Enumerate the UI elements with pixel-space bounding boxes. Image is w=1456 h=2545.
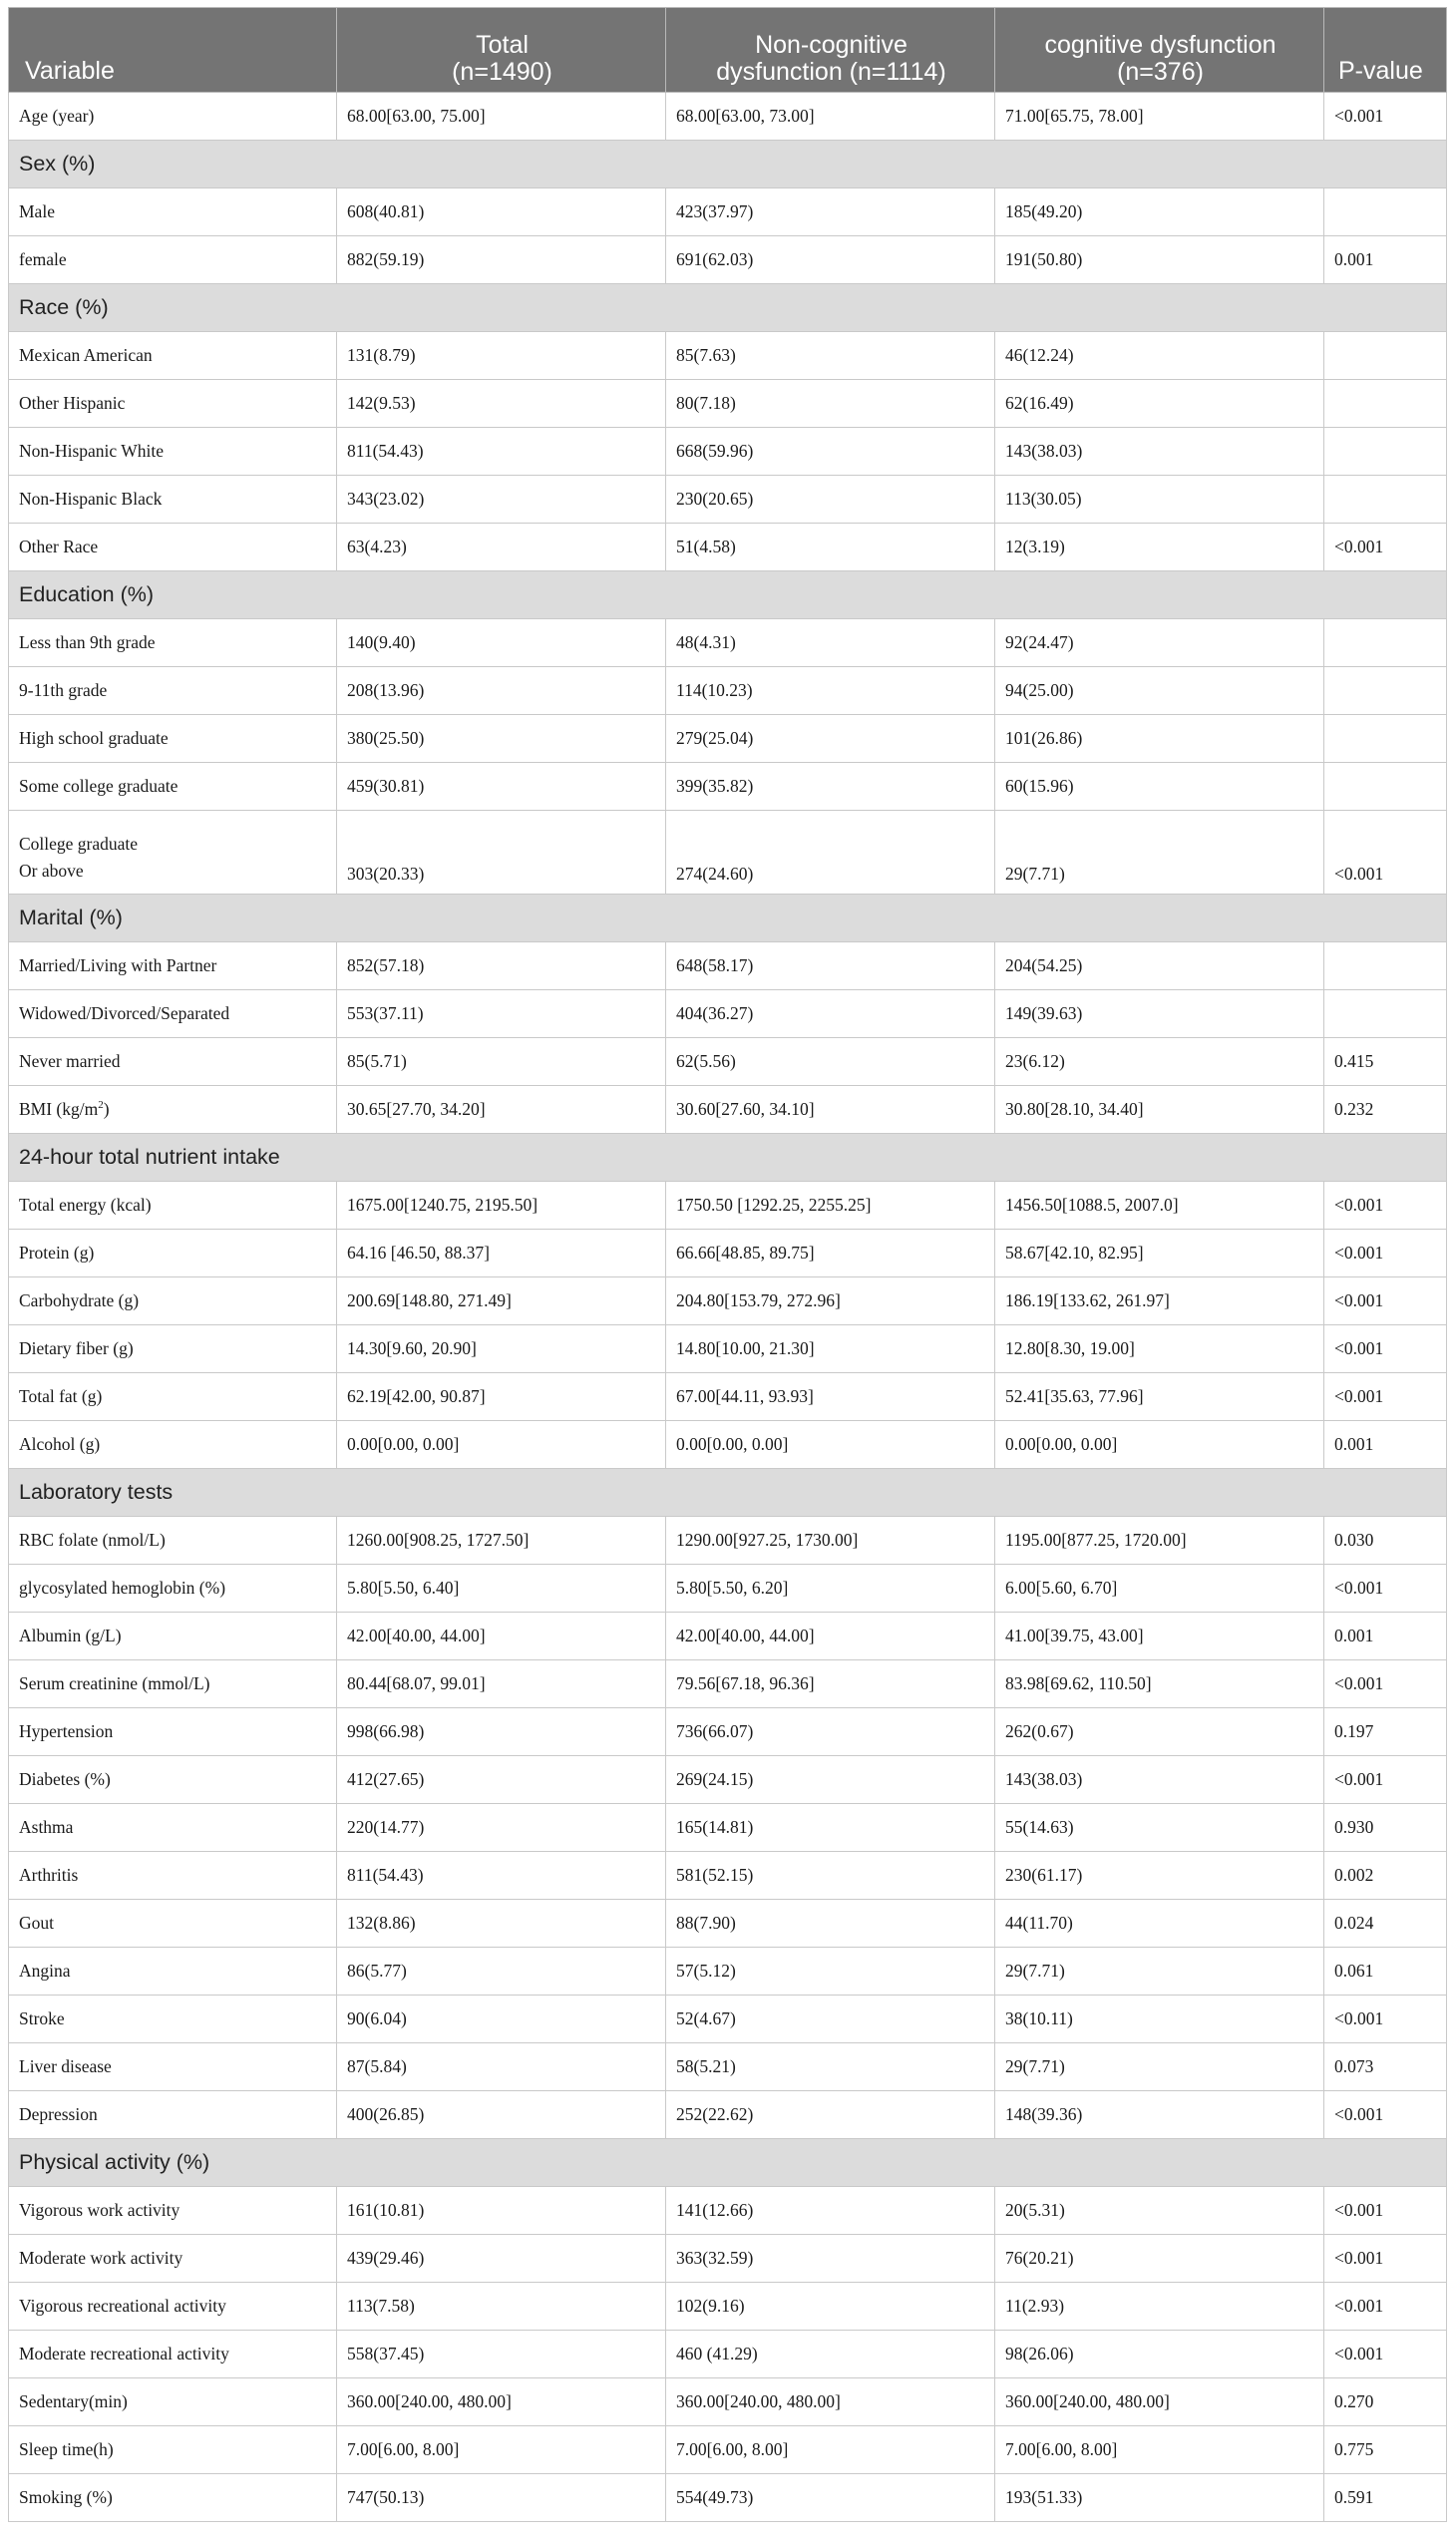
table-row <box>9 1852 1447 1900</box>
total-cell: 811(54.43) <box>337 1852 666 1900</box>
total-cell: 113(7.58) <box>337 2283 666 2331</box>
cognitive-cell: 58.67[42.10, 82.95] <box>995 1230 1324 1277</box>
pvalue-cell: <0.001 <box>1324 1996 1447 2043</box>
pvalue-cell: <0.001 <box>1324 524 1447 571</box>
noncognitive-cell: 648(58.17) <box>666 942 995 990</box>
section-row <box>9 2139 1447 2187</box>
cognitive-cell: 230(61.17) <box>995 1852 1324 1900</box>
row-label: Non-Hispanic Black <box>9 476 337 524</box>
row-label <box>9 1086 337 1134</box>
pvalue-cell: 0.073 <box>1324 2043 1447 2091</box>
row-label: Gout <box>9 1900 337 1948</box>
pvalue-cell: <0.001 <box>1324 1325 1447 1373</box>
table-row <box>9 2331 1447 2378</box>
cognitive-cell: 6.00[5.60, 6.70] <box>995 1565 1324 1613</box>
header-noncognitive <box>666 8 995 93</box>
cognitive-cell: 76(20.21) <box>995 2235 1324 2283</box>
cognitive-cell: 29(7.71) <box>995 1948 1324 1996</box>
header-total-line2: (n=1490) <box>452 58 552 86</box>
total-cell: 86(5.77) <box>337 1948 666 1996</box>
row-label: High school graduate <box>9 715 337 763</box>
header-noncognitive-line2: dysfunction (n=1114) <box>716 58 946 86</box>
cognitive-cell: 71.00[65.75, 78.00] <box>995 93 1324 141</box>
table-row <box>9 1756 1447 1804</box>
section-row <box>9 571 1447 619</box>
row-label-line2: Or above <box>19 861 84 881</box>
cognitive-cell: 191(50.80) <box>995 236 1324 284</box>
section-row <box>9 1134 1447 1182</box>
noncognitive-cell: 554(49.73) <box>666 2474 995 2522</box>
row-label: Widowed/Divorced/Separated <box>9 990 337 1038</box>
row-label: Sleep time(h) <box>9 2426 337 2474</box>
section-label: Laboratory tests <box>9 1469 1447 1517</box>
table-row <box>9 524 1447 571</box>
row-label: Albumin (g/L) <box>9 1613 337 1660</box>
noncognitive-cell: 279(25.04) <box>666 715 995 763</box>
cognitive-cell: 113(30.05) <box>995 476 1324 524</box>
table-row <box>9 1230 1447 1277</box>
cognitive-cell: 94(25.00) <box>995 667 1324 715</box>
noncognitive-cell: 423(37.97) <box>666 188 995 236</box>
pvalue-cell: 0.197 <box>1324 1708 1447 1756</box>
row-label-suffix: ) <box>103 1099 110 1119</box>
table-row <box>9 1948 1447 1996</box>
cognitive-cell: 98(26.06) <box>995 2331 1324 2378</box>
table-row <box>9 2426 1447 2474</box>
row-label: Age (year) <box>9 93 337 141</box>
cognitive-cell: 62(16.49) <box>995 380 1324 428</box>
cognitive-cell: 143(38.03) <box>995 1756 1324 1804</box>
pvalue-cell <box>1324 332 1447 380</box>
total-cell: 90(6.04) <box>337 1996 666 2043</box>
pvalue-cell <box>1324 476 1447 524</box>
noncognitive-cell: 88(7.90) <box>666 1900 995 1948</box>
section-label: Sex (%) <box>9 141 1447 188</box>
noncognitive-cell: 114(10.23) <box>666 667 995 715</box>
noncognitive-cell: 1290.00[927.25, 1730.00] <box>666 1517 995 1565</box>
table-row <box>9 2043 1447 2091</box>
header-total <box>337 8 666 93</box>
table-row <box>9 1660 1447 1708</box>
total-cell: 42.00[40.00, 44.00] <box>337 1613 666 1660</box>
table-row <box>9 236 1447 284</box>
total-cell: 7.00[6.00, 8.00] <box>337 2426 666 2474</box>
total-cell: 412(27.65) <box>337 1756 666 1804</box>
noncognitive-cell: 57(5.12) <box>666 1948 995 1996</box>
total-cell: 30.65[27.70, 34.20] <box>337 1086 666 1134</box>
noncognitive-cell: 66.66[48.85, 89.75] <box>666 1230 995 1277</box>
noncognitive-cell: 269(24.15) <box>666 1756 995 1804</box>
total-cell: 140(9.40) <box>337 619 666 667</box>
noncognitive-cell: 52(4.67) <box>666 1996 995 2043</box>
noncognitive-cell: 85(7.63) <box>666 332 995 380</box>
pvalue-cell: <0.001 <box>1324 811 1447 895</box>
pvalue-cell: 0.024 <box>1324 1900 1447 1948</box>
noncognitive-cell: 58(5.21) <box>666 2043 995 2091</box>
header-pvalue: P-value <box>1324 8 1447 93</box>
row-label: Dietary fiber (g) <box>9 1325 337 1373</box>
header-total-line1: Total <box>476 31 529 59</box>
table-row <box>9 715 1447 763</box>
section-label: 24-hour total nutrient intake <box>9 1134 1447 1182</box>
total-cell: 208(13.96) <box>337 667 666 715</box>
row-label: Sedentary(min) <box>9 2378 337 2426</box>
table-row <box>9 990 1447 1038</box>
total-cell: 998(66.98) <box>337 1708 666 1756</box>
section-row <box>9 1469 1447 1517</box>
row-label: Vigorous recreational activity <box>9 2283 337 2331</box>
cognitive-cell: 143(38.03) <box>995 428 1324 476</box>
row-label: Hypertension <box>9 1708 337 1756</box>
header-cognitive-line1: cognitive dysfunction <box>1044 31 1276 59</box>
cognitive-cell: 60(15.96) <box>995 763 1324 811</box>
row-label: Stroke <box>9 1996 337 2043</box>
total-cell: 85(5.71) <box>337 1038 666 1086</box>
pvalue-cell: <0.001 <box>1324 2091 1447 2139</box>
pvalue-cell: <0.001 <box>1324 1373 1447 1421</box>
section-label: Marital (%) <box>9 895 1447 942</box>
noncognitive-cell: 668(59.96) <box>666 428 995 476</box>
pvalue-cell: 0.591 <box>1324 2474 1447 2522</box>
cognitive-cell: 186.19[133.62, 261.97] <box>995 1277 1324 1325</box>
pvalue-cell: 0.002 <box>1324 1852 1447 1900</box>
table-row <box>9 667 1447 715</box>
table-row <box>9 476 1447 524</box>
total-cell: 63(4.23) <box>337 524 666 571</box>
noncognitive-cell: 460 (41.29) <box>666 2331 995 2378</box>
table-row <box>9 1325 1447 1373</box>
pvalue-cell: 0.030 <box>1324 1517 1447 1565</box>
noncognitive-cell: 736(66.07) <box>666 1708 995 1756</box>
total-cell: 380(25.50) <box>337 715 666 763</box>
row-label: Moderate work activity <box>9 2235 337 2283</box>
cognitive-cell: 148(39.36) <box>995 2091 1324 2139</box>
row-label: Carbohydrate (g) <box>9 1277 337 1325</box>
cognitive-cell: 262(0.67) <box>995 1708 1324 1756</box>
noncognitive-cell: 42.00[40.00, 44.00] <box>666 1613 995 1660</box>
total-cell: 132(8.86) <box>337 1900 666 1948</box>
cognitive-cell: 83.98[69.62, 110.50] <box>995 1660 1324 1708</box>
table-row <box>9 93 1447 141</box>
cognitive-cell: 55(14.63) <box>995 1804 1324 1852</box>
pvalue-cell <box>1324 715 1447 763</box>
table-header-row <box>9 8 1447 93</box>
row-label: Male <box>9 188 337 236</box>
row-label: Asthma <box>9 1804 337 1852</box>
row-label: Protein (g) <box>9 1230 337 1277</box>
section-row <box>9 141 1447 188</box>
cognitive-cell: 204(54.25) <box>995 942 1324 990</box>
total-cell: 303(20.33) <box>337 811 666 895</box>
pvalue-cell: 0.001 <box>1324 1613 1447 1660</box>
table-row <box>9 380 1447 428</box>
pvalue-cell <box>1324 188 1447 236</box>
section-label: Physical activity (%) <box>9 2139 1447 2187</box>
table-row <box>9 2378 1447 2426</box>
total-cell: 400(26.85) <box>337 2091 666 2139</box>
total-cell: 439(29.46) <box>337 2235 666 2283</box>
cognitive-cell: 7.00[6.00, 8.00] <box>995 2426 1324 2474</box>
pvalue-cell: 0.061 <box>1324 1948 1447 1996</box>
cognitive-cell: 20(5.31) <box>995 2187 1324 2235</box>
header-noncognitive-line1: Non-cognitive <box>755 31 908 59</box>
section-label: Race (%) <box>9 284 1447 332</box>
pvalue-cell <box>1324 428 1447 476</box>
table-row <box>9 1900 1447 1948</box>
noncognitive-cell: 363(32.59) <box>666 2235 995 2283</box>
pvalue-cell <box>1324 667 1447 715</box>
table-row <box>9 1182 1447 1230</box>
row-label: RBC folate (nmol/L) <box>9 1517 337 1565</box>
pvalue-cell: 0.270 <box>1324 2378 1447 2426</box>
cognitive-cell: 360.00[240.00, 480.00] <box>995 2378 1324 2426</box>
row-label: glycosylated hemoglobin (%) <box>9 1565 337 1613</box>
pvalue-cell: <0.001 <box>1324 2331 1447 2378</box>
cognitive-cell: 193(51.33) <box>995 2474 1324 2522</box>
row-label: Diabetes (%) <box>9 1756 337 1804</box>
cognitive-cell: 11(2.93) <box>995 2283 1324 2331</box>
row-label: Some college graduate <box>9 763 337 811</box>
row-label: Never married <box>9 1038 337 1086</box>
noncognitive-cell: 67.00[44.11, 93.93] <box>666 1373 995 1421</box>
table-row <box>9 763 1447 811</box>
pvalue-cell: <0.001 <box>1324 1565 1447 1613</box>
noncognitive-cell: 581(52.15) <box>666 1852 995 1900</box>
row-label: Married/Living with Partner <box>9 942 337 990</box>
pvalue-cell: <0.001 <box>1324 1182 1447 1230</box>
total-cell: 558(37.45) <box>337 2331 666 2378</box>
noncognitive-cell: 252(22.62) <box>666 2091 995 2139</box>
cognitive-cell: 1456.50[1088.5, 2007.0] <box>995 1182 1324 1230</box>
cognitive-cell: 12(3.19) <box>995 524 1324 571</box>
section-row <box>9 895 1447 942</box>
baseline-characteristics-table <box>8 7 1447 2522</box>
total-cell: 608(40.81) <box>337 188 666 236</box>
cognitive-cell: 92(24.47) <box>995 619 1324 667</box>
table-row <box>9 1373 1447 1421</box>
cognitive-cell: 149(39.63) <box>995 990 1324 1038</box>
section-row <box>9 284 1447 332</box>
row-label: Less than 9th grade <box>9 619 337 667</box>
header-variable: Variable <box>9 8 337 93</box>
pvalue-cell: 0.001 <box>1324 236 1447 284</box>
cognitive-cell: 44(11.70) <box>995 1900 1324 1948</box>
table-row <box>9 332 1447 380</box>
section-label: Education (%) <box>9 571 1447 619</box>
row-label: Vigorous work activity <box>9 2187 337 2235</box>
row-label: Angina <box>9 1948 337 1996</box>
total-cell: 343(23.02) <box>337 476 666 524</box>
total-cell: 5.80[5.50, 6.40] <box>337 1565 666 1613</box>
table-row <box>9 1421 1447 1469</box>
table-row <box>9 2091 1447 2139</box>
pvalue-cell <box>1324 619 1447 667</box>
pvalue-cell <box>1324 380 1447 428</box>
noncognitive-cell: 68.00[63.00, 73.00] <box>666 93 995 141</box>
table-row <box>9 1613 1447 1660</box>
total-cell: 811(54.43) <box>337 428 666 476</box>
noncognitive-cell: 0.00[0.00, 0.00] <box>666 1421 995 1469</box>
cognitive-cell: 29(7.71) <box>995 811 1324 895</box>
cognitive-cell: 0.00[0.00, 0.00] <box>995 1421 1324 1469</box>
header-cognitive <box>995 8 1324 93</box>
noncognitive-cell: 102(9.16) <box>666 2283 995 2331</box>
pvalue-cell: <0.001 <box>1324 2235 1447 2283</box>
noncognitive-cell: 79.56[67.18, 96.36] <box>666 1660 995 1708</box>
table-row <box>9 811 1447 895</box>
row-label: Alcohol (g) <box>9 1421 337 1469</box>
cognitive-cell: 38(10.11) <box>995 1996 1324 2043</box>
pvalue-cell: 0.930 <box>1324 1804 1447 1852</box>
total-cell: 0.00[0.00, 0.00] <box>337 1421 666 1469</box>
row-label: Serum creatinine (mmol/L) <box>9 1660 337 1708</box>
total-cell: 62.19[42.00, 90.87] <box>337 1373 666 1421</box>
row-label: 9-11th grade <box>9 667 337 715</box>
pvalue-cell: <0.001 <box>1324 1277 1447 1325</box>
table-row <box>9 1804 1447 1852</box>
noncognitive-cell: 230(20.65) <box>666 476 995 524</box>
cognitive-cell: 46(12.24) <box>995 332 1324 380</box>
table-row <box>9 1277 1447 1325</box>
total-cell: 852(57.18) <box>337 942 666 990</box>
noncognitive-cell: 1750.50 [1292.25, 2255.25] <box>666 1182 995 1230</box>
cognitive-cell: 23(6.12) <box>995 1038 1324 1086</box>
total-cell: 161(10.81) <box>337 2187 666 2235</box>
pvalue-cell: 0.001 <box>1324 1421 1447 1469</box>
total-cell: 200.69[148.80, 271.49] <box>337 1277 666 1325</box>
row-label: Non-Hispanic White <box>9 428 337 476</box>
table-row <box>9 1996 1447 2043</box>
row-label: female <box>9 236 337 284</box>
noncognitive-cell: 274(24.60) <box>666 811 995 895</box>
cognitive-cell: 29(7.71) <box>995 2043 1324 2091</box>
table-row <box>9 2235 1447 2283</box>
row-label: Smoking (%) <box>9 2474 337 2522</box>
total-cell: 142(9.53) <box>337 380 666 428</box>
noncognitive-cell: 5.80[5.50, 6.20] <box>666 1565 995 1613</box>
pvalue-cell: <0.001 <box>1324 93 1447 141</box>
row-label <box>9 811 337 895</box>
pvalue-cell: <0.001 <box>1324 1660 1447 1708</box>
table-row <box>9 2474 1447 2522</box>
noncognitive-cell: 691(62.03) <box>666 236 995 284</box>
pvalue-cell: <0.001 <box>1324 1756 1447 1804</box>
noncognitive-cell: 360.00[240.00, 480.00] <box>666 2378 995 2426</box>
table-row <box>9 1038 1447 1086</box>
total-cell: 64.16 [46.50, 88.37] <box>337 1230 666 1277</box>
noncognitive-cell: 165(14.81) <box>666 1804 995 1852</box>
total-cell: 459(30.81) <box>337 763 666 811</box>
header-cognitive-line2: (n=376) <box>1117 58 1204 86</box>
row-label: Other Hispanic <box>9 380 337 428</box>
table-row <box>9 188 1447 236</box>
row-label: Mexican American <box>9 332 337 380</box>
noncognitive-cell: 404(36.27) <box>666 990 995 1038</box>
table-row <box>9 619 1447 667</box>
cognitive-cell: 52.41[35.63, 77.96] <box>995 1373 1324 1421</box>
noncognitive-cell: 30.60[27.60, 34.10] <box>666 1086 995 1134</box>
noncognitive-cell: 204.80[153.79, 272.96] <box>666 1277 995 1325</box>
cognitive-cell: 30.80[28.10, 34.40] <box>995 1086 1324 1134</box>
pvalue-cell: <0.001 <box>1324 1230 1447 1277</box>
row-label: Other Race <box>9 524 337 571</box>
cognitive-cell: 41.00[39.75, 43.00] <box>995 1613 1324 1660</box>
pvalue-cell: <0.001 <box>1324 2187 1447 2235</box>
row-label: Depression <box>9 2091 337 2139</box>
noncognitive-cell: 51(4.58) <box>666 524 995 571</box>
noncognitive-cell: 14.80[10.00, 21.30] <box>666 1325 995 1373</box>
pvalue-cell <box>1324 942 1447 990</box>
total-cell: 553(37.11) <box>337 990 666 1038</box>
noncognitive-cell: 141(12.66) <box>666 2187 995 2235</box>
total-cell: 1675.00[1240.75, 2195.50] <box>337 1182 666 1230</box>
table-row <box>9 1565 1447 1613</box>
noncognitive-cell: 399(35.82) <box>666 763 995 811</box>
cognitive-cell: 101(26.86) <box>995 715 1324 763</box>
table-row <box>9 1086 1447 1134</box>
total-cell: 360.00[240.00, 480.00] <box>337 2378 666 2426</box>
cognitive-cell: 12.80[8.30, 19.00] <box>995 1325 1324 1373</box>
total-cell: 68.00[63.00, 75.00] <box>337 93 666 141</box>
row-label: Liver disease <box>9 2043 337 2091</box>
table-row <box>9 2283 1447 2331</box>
total-cell: 131(8.79) <box>337 332 666 380</box>
total-cell: 80.44[68.07, 99.01] <box>337 1660 666 1708</box>
total-cell: 747(50.13) <box>337 2474 666 2522</box>
row-label: Total energy (kcal) <box>9 1182 337 1230</box>
noncognitive-cell: 7.00[6.00, 8.00] <box>666 2426 995 2474</box>
table-row <box>9 942 1447 990</box>
row-label: Arthritis <box>9 1852 337 1900</box>
total-cell: 14.30[9.60, 20.90] <box>337 1325 666 1373</box>
row-label-line1: College graduate <box>19 834 139 854</box>
total-cell: 882(59.19) <box>337 236 666 284</box>
total-cell: 220(14.77) <box>337 1804 666 1852</box>
cognitive-cell: 185(49.20) <box>995 188 1324 236</box>
pvalue-cell <box>1324 990 1447 1038</box>
pvalue-cell: 0.232 <box>1324 1086 1447 1134</box>
pvalue-cell: 0.415 <box>1324 1038 1447 1086</box>
total-cell: 1260.00[908.25, 1727.50] <box>337 1517 666 1565</box>
cognitive-cell: 1195.00[877.25, 1720.00] <box>995 1517 1324 1565</box>
noncognitive-cell: 48(4.31) <box>666 619 995 667</box>
table-row <box>9 2187 1447 2235</box>
row-label: Total fat (g) <box>9 1373 337 1421</box>
pvalue-cell: 0.775 <box>1324 2426 1447 2474</box>
row-label: Moderate recreational activity <box>9 2331 337 2378</box>
noncognitive-cell: 62(5.56) <box>666 1038 995 1086</box>
noncognitive-cell: 80(7.18) <box>666 380 995 428</box>
table-row <box>9 428 1447 476</box>
pvalue-cell: <0.001 <box>1324 2283 1447 2331</box>
row-label-superscript: 2 <box>98 1099 104 1112</box>
table-row <box>9 1517 1447 1565</box>
pvalue-cell <box>1324 763 1447 811</box>
table-row <box>9 1708 1447 1756</box>
total-cell: 87(5.84) <box>337 2043 666 2091</box>
row-label-text: BMI (kg/m <box>19 1099 99 1119</box>
